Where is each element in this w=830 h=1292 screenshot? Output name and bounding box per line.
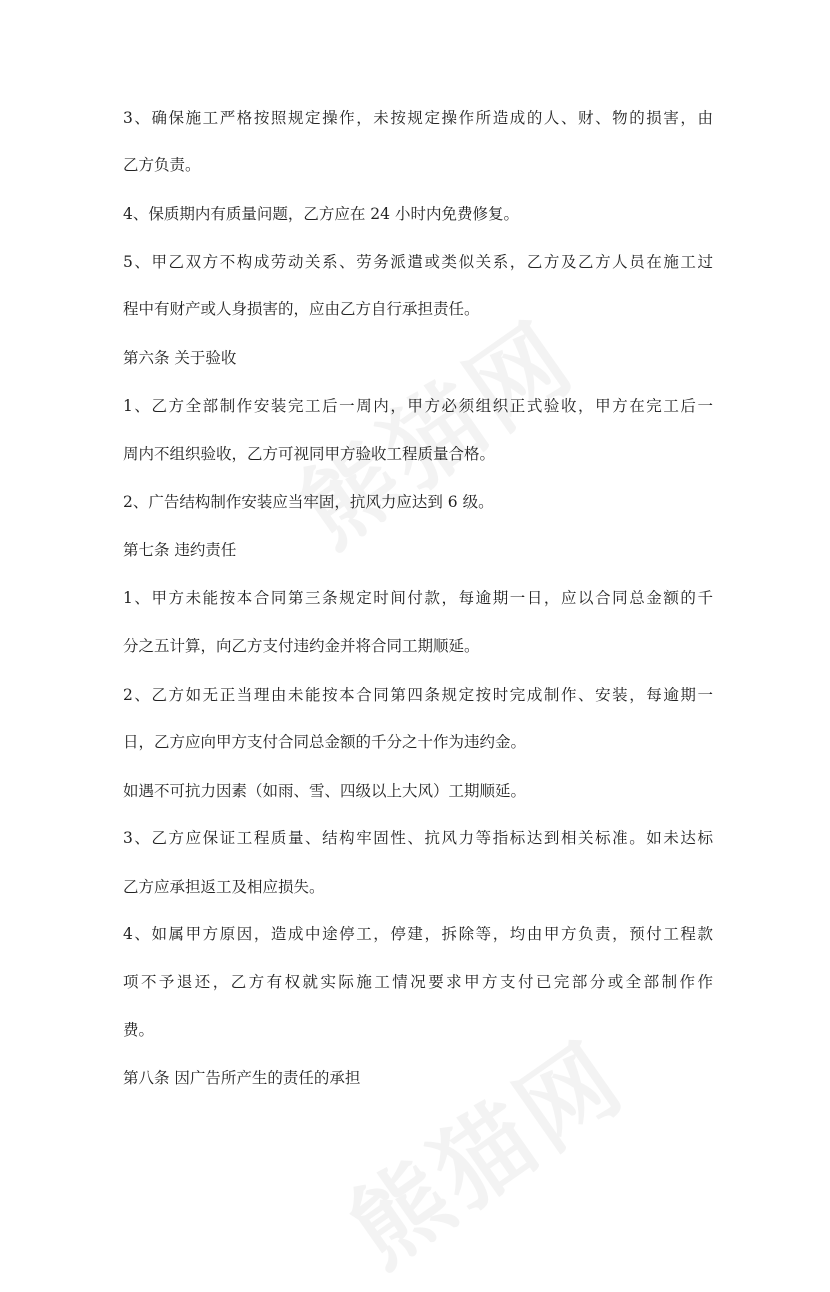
clause-5-line-2: 程中有财产或人身损害的，应由乙方自行承担责任。 [123, 300, 480, 318]
clause-4-warranty: 4、保质期内有质量问题，乙方应在 24 小时内免费修复。 [123, 205, 519, 223]
section-heading-article-7: 第七条 违约责任 [123, 541, 237, 559]
liability-2-line-1: 2、乙方如无正当理由未能按本合同第四条规定按时完成制作、安装，每逾期一 [123, 686, 713, 704]
liability-1-line-2: 分之五计算，向乙方支付违约金并将合同工期顺延。 [123, 637, 480, 655]
clause-5-line-1: 5、甲乙双方不构成劳动关系、劳务派遣或类似关系，乙方及乙方人员在施工过 [123, 253, 713, 271]
liability-4-line-2: 项不予退还，乙方有权就实际施工情况要求甲方支付已完部分或全部制作作 [123, 973, 713, 991]
liability-4-line-1: 4、如属甲方原因，造成中途停工，停建，拆除等，均由甲方负责，预付工程款 [123, 925, 713, 943]
acceptance-1-line-1: 1、乙方全部制作安装完工后一周内，甲方必须组织正式验收，甲方在完工后一 [123, 397, 713, 415]
liability-3-line-2: 乙方应承担返工及相应损失。 [123, 878, 325, 896]
liability-4-line-3: 费。 [123, 1021, 155, 1039]
watermark-text [318, 1005, 647, 1292]
liability-3-line-1: 3、乙方应保证工程质量、结构牢固性、抗风力等指标达到相关标准。如未达标 [123, 829, 713, 847]
clause-7-3-line-1: 3、确保施工严格按照规定操作，未按规定操作所造成的人、财、物的损害，由 [123, 109, 713, 127]
acceptance-1-line-2: 周内不组织验收，乙方可视同甲方验收工程质量合格。 [123, 445, 496, 463]
force-majeure-note: 如遇不可抗力因素（如雨、雪、四级以上大风）工期顺延。 [123, 782, 527, 800]
liability-1-line-1: 1、甲方未能按本合同第三条规定时间付款，每逾期一日，应以合同总金额的千 [123, 589, 713, 607]
watermark-text [268, 285, 597, 573]
liability-2-line-2: 日，乙方应向甲方支付合同总金额的千分之十作为违约金。 [123, 733, 527, 751]
clause-7-3-line-2: 乙方负责。 [123, 156, 201, 174]
section-heading-article-6: 第六条 关于验收 [123, 349, 237, 367]
acceptance-2: 2、广告结构制作安装应当牢固，抗风力应达到 6 级。 [123, 493, 494, 511]
section-heading-article-8: 第八条 因广告所产生的责任的承担 [123, 1069, 361, 1087]
